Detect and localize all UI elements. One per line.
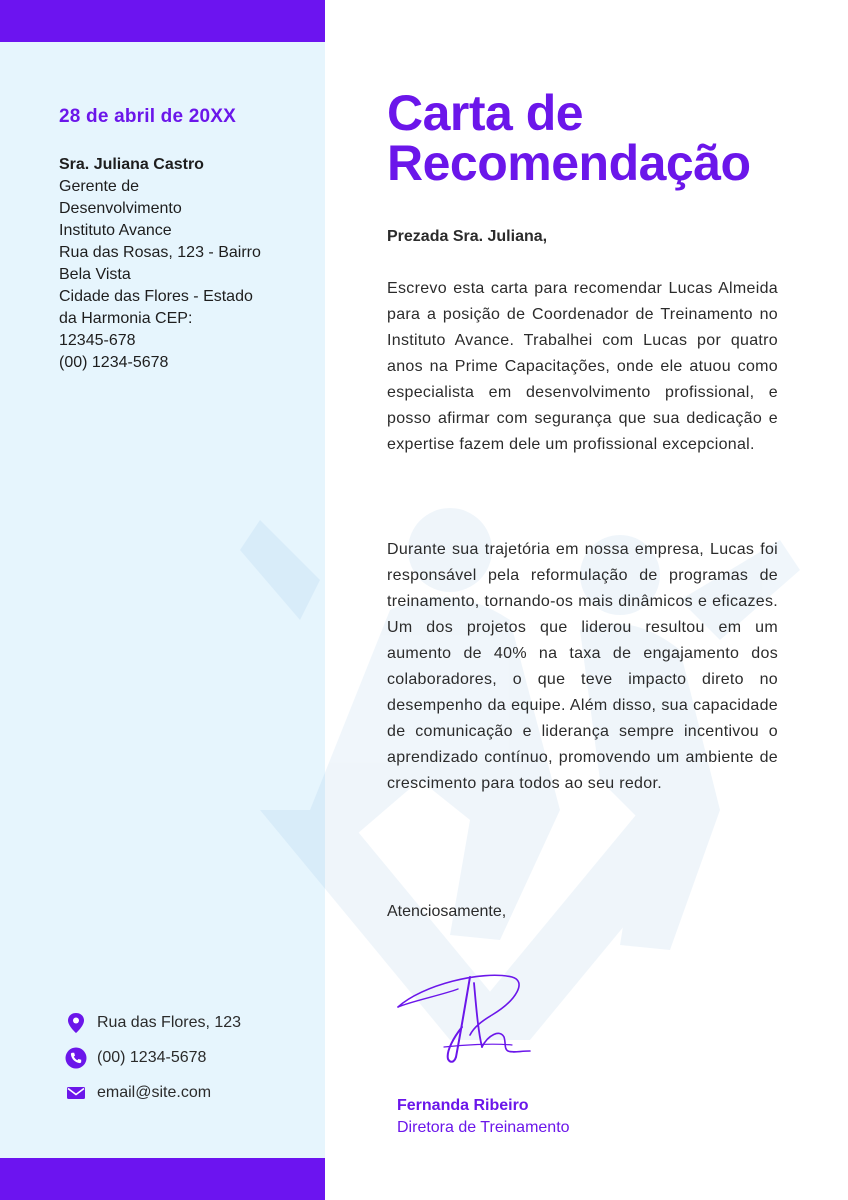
title-line-2: Recomendação: [387, 135, 751, 191]
salutation: Prezada Sra. Juliana,: [387, 228, 548, 245]
phone-icon: [65, 1047, 87, 1069]
recipient-line: Instituto Avance: [59, 222, 172, 239]
body-paragraph-2: Durante sua trajetória em nossa empresa, Lucas foi responsável pela reformulação de programas de treinamento, tornando-os mais dinâmicos e eficazes. Um dos projetos que liderou resultou em um aumento de 40% na taxa de engajamento dos colaboradores, o que teve impacto direto no desempenho da equipe. Além disso, sua capacidade de comunicação e liderança sempre incentivou o aprendizado contínuo, promovendo um ambiente de crescimento para todos ao seu redor.: [387, 541, 778, 792]
recipient-line: Desenvolvimento: [59, 200, 182, 217]
email-icon: [65, 1082, 87, 1104]
recipient-line: 12345-678: [59, 332, 136, 349]
bottom-accent-bar: [0, 1158, 325, 1200]
contact-phone: [65, 1040, 241, 1075]
recipient-line: (00) 1234-5678: [59, 354, 169, 371]
contact-list: [65, 1005, 241, 1110]
signer-role: Diretora de Treinamento: [397, 1119, 570, 1136]
top-accent-bar: [0, 0, 325, 42]
contact-address: [65, 1005, 241, 1040]
signer-name: Fernanda Ribeiro: [397, 1097, 529, 1114]
recipient-line: Gerente de: [59, 178, 140, 195]
recipient-name: Sra. Juliana Castro: [59, 156, 204, 173]
letter-title: [387, 85, 751, 191]
handwritten-signature: [392, 965, 542, 1070]
recipient-block: [59, 154, 299, 374]
title-line-1: Carta de: [387, 85, 584, 141]
contact-email: [65, 1075, 241, 1110]
body-paragraph-1: Escrevo esta carta para recomendar Lucas Almeida para a posição de Coordenador de Treinamento no Instituto Avance. Trabalhei com Lucas por quatro anos na Prime Capacitações, onde ele atuou como especialista em desenvolvimento profissional, e posso afirmar com segurança que sua dedicação e expertise fazem dele um profissional excepcional.: [387, 280, 778, 453]
contact-address-text: Rua das Flores, 123: [97, 1013, 242, 1031]
location-pin-icon: [65, 1012, 87, 1034]
recipient-line: Rua das Rosas, 123 - Bairro: [59, 244, 261, 261]
recipient-line: Bela Vista: [59, 266, 131, 283]
contact-phone-text: (00) 1234-5678: [97, 1048, 207, 1066]
recipient-line: Cidade das Flores - Estado: [59, 288, 253, 305]
letter-date: 28 de abril de 20XX: [59, 106, 236, 127]
recipient-line: da Harmonia CEP:: [59, 310, 193, 327]
contact-email-text: email@site.com: [97, 1083, 212, 1101]
closing: Atenciosamente,: [387, 903, 507, 920]
